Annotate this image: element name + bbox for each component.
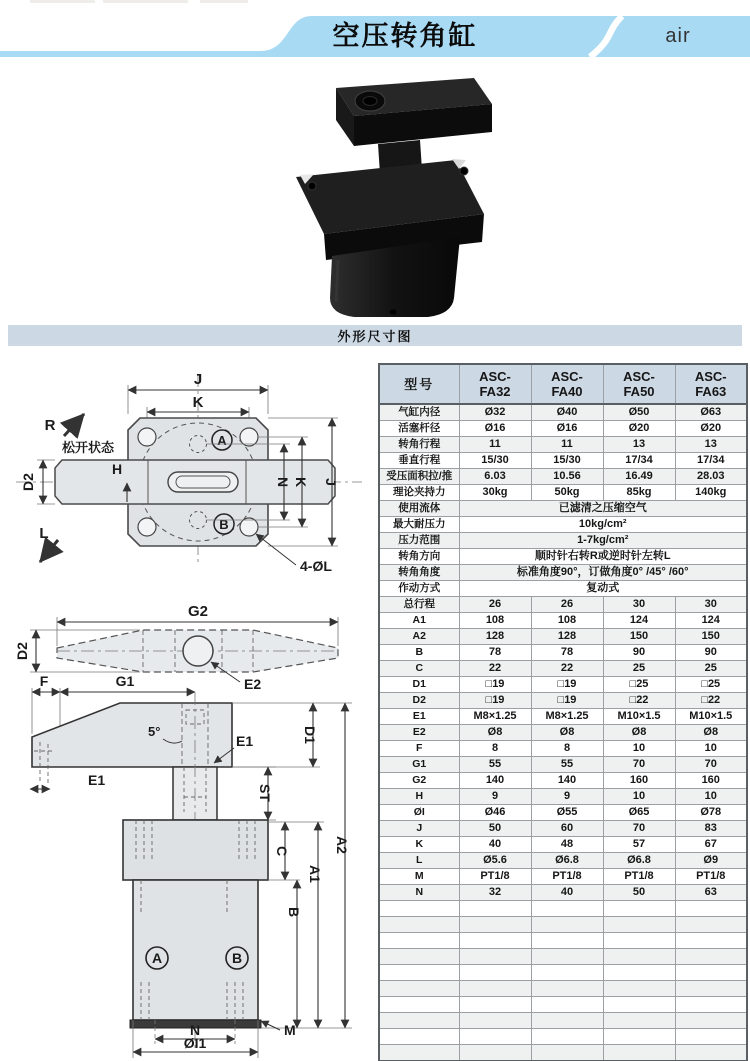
row-label: E2 [379,725,459,741]
spec-table-body [379,404,747,1061]
row-value: 40 [459,837,531,853]
row-value: Ø55 [531,805,603,821]
clamp-arm-block [336,78,492,146]
table-row [379,565,747,581]
product-photo [278,74,503,320]
row-value: Ø6.8 [531,853,603,869]
spec-table-wrap [378,363,746,1061]
row-value: Ø8 [531,725,603,741]
empty-row [379,901,747,917]
table-row [379,485,747,501]
row-label: 垂直行程 [379,453,459,469]
spec-table [378,363,748,1061]
dim-label: G2 [187,603,209,620]
dim-label: D1 [302,726,318,744]
row-value: □22 [603,693,675,709]
row-value: 13 [603,437,675,453]
empty-row [379,981,747,997]
row-span-value: 标准角度90°，订做角度0° /45° /60° [459,565,747,581]
row-label: 最大耐压力 [379,517,459,533]
row-value: 25 [675,661,747,677]
row-label: E1 [379,709,459,725]
row-value: Ø8 [459,725,531,741]
table-row [379,453,747,469]
row-label: 理论夹持力 [379,485,459,501]
air-tag: air [665,25,691,47]
table-row [379,821,747,837]
table-row [379,549,747,565]
empty-row [379,917,747,933]
table-row [379,404,747,421]
row-value: Ø16 [459,421,531,437]
row-value: 50 [603,885,675,901]
row-label: 转角方向 [379,549,459,565]
row-value: 10 [603,789,675,805]
row-value: 11 [459,437,531,453]
row-value: 70 [675,757,747,773]
empty-row [379,965,747,981]
row-value: 67 [675,837,747,853]
row-label: D1 [379,677,459,693]
row-value: 22 [459,661,531,677]
table-row [379,517,747,533]
row-value: 128 [531,629,603,645]
row-label: A2 [379,629,459,645]
table-row [379,421,747,437]
row-value: 70 [603,757,675,773]
table-row [379,677,747,693]
row-value: 10 [603,741,675,757]
drawing-arm-view [14,603,352,820]
row-label: B [379,645,459,661]
row-span-value: 1-7kg/cm² [459,533,747,549]
row-value: 26 [459,597,531,613]
row-value: Ø8 [675,725,747,741]
angle-note: 5° [148,724,161,739]
spec-table-header-row [379,364,747,404]
row-label: N [379,885,459,901]
row-value: 10.56 [531,469,603,485]
row-value: 30 [603,597,675,613]
row-value: 90 [675,645,747,661]
row-value: 32 [459,885,531,901]
table-row [379,533,747,549]
table-row [379,741,747,757]
row-value: 50kg [531,485,603,501]
dim-label: J [323,478,339,486]
row-value: 25 [603,661,675,677]
row-value: 15/30 [531,453,603,469]
table-row [379,725,747,741]
row-label: K [379,837,459,853]
row-value: 160 [603,773,675,789]
row-value: Ø40 [531,404,603,421]
row-value: 55 [459,757,531,773]
row-label: A1 [379,613,459,629]
row-value: 9 [459,789,531,805]
row-value: PT1/8 [459,869,531,885]
row-label: 使用流体 [379,501,459,517]
row-value: □22 [675,693,747,709]
row-value: Ø50 [603,404,675,421]
drawing-top-view [16,371,362,574]
row-value: 6.03 [459,469,531,485]
row-value: 108 [459,613,531,629]
row-value: 17/34 [675,453,747,469]
dim-label: K [293,476,309,488]
row-value: 16.49 [603,469,675,485]
row-label: C [379,661,459,677]
table-row [379,581,747,597]
row-label: H [379,789,459,805]
model-header: ASC- FA63 [675,364,747,404]
table-row [379,469,747,485]
state-label: 松开状态 [62,440,115,455]
dim-label: N [189,1022,201,1038]
dim-label: K [192,394,204,411]
row-value: 48 [531,837,603,853]
dim-label: D2 [14,642,30,660]
row-value: 85kg [603,485,675,501]
table-row [379,773,747,789]
row-value: □25 [675,677,747,693]
row-value: PT1/8 [531,869,603,885]
table-row [379,645,747,661]
dim-label: J [193,371,203,388]
dim-label: N [275,476,291,488]
table-row [379,437,747,453]
row-value: Ø65 [603,805,675,821]
row-value: Ø6.8 [603,853,675,869]
table-row [379,789,747,805]
row-label: 活塞杆径 [379,421,459,437]
table-row [379,805,747,821]
row-value: 108 [531,613,603,629]
row-value: □25 [603,677,675,693]
row-value: □19 [459,677,531,693]
row-value: Ø46 [459,805,531,821]
row-label: M [379,869,459,885]
row-value: 140 [531,773,603,789]
dim-label: E1 [88,772,106,788]
dim-label: ST [257,784,273,802]
row-value: 28.03 [675,469,747,485]
port-a-label: A [151,950,163,966]
model-header-cell: 型号 [379,364,459,404]
row-value: Ø8 [603,725,675,741]
row-value: 70 [603,821,675,837]
row-value: 90 [603,645,675,661]
dim-label: E2 [244,676,262,692]
row-value: M8×1.25 [459,709,531,725]
dim-label: A1 [307,865,323,883]
holes-note: 4-ØL [300,558,332,574]
port-b-label: B [219,517,229,532]
row-value: 128 [459,629,531,645]
row-value: M8×1.25 [531,709,603,725]
table-row [379,853,747,869]
row-label: 转角行程 [379,437,459,453]
row-span-value: 已滤清之压缩空气 [459,501,747,517]
dim-label: M [284,1022,296,1038]
row-span-value: 顺时针右转R或逆时针左转L [459,549,747,565]
row-span-value: 10kg/cm² [459,517,747,533]
row-value: Ø78 [675,805,747,821]
row-label: 转角角度 [379,565,459,581]
row-value: 150 [603,629,675,645]
empty-row [379,997,747,1013]
dim-label: H [112,461,123,477]
model-header: ASC- FA50 [603,364,675,404]
dimension-drawings [0,352,378,1061]
row-value: 8 [459,741,531,757]
row-value: Ø63 [675,404,747,421]
empty-row [379,933,747,949]
model-header: ASC- FA32 [459,364,531,404]
table-row [379,757,747,773]
row-label: D2 [379,693,459,709]
rotate-left-label: L [39,525,49,542]
page-title: 空压转角缸 [332,21,478,51]
row-value: M10×1.5 [603,709,675,725]
table-row [379,869,747,885]
row-label: G2 [379,773,459,789]
row-label: 作动方式 [379,581,459,597]
row-value: Ø32 [459,404,531,421]
section-bar: 外形尺寸图 [8,325,742,346]
row-value: 50 [459,821,531,837]
empty-row [379,1013,747,1029]
table-row [379,885,747,901]
row-label: 压力范围 [379,533,459,549]
row-span-value: 复动式 [459,581,747,597]
row-value: 30kg [459,485,531,501]
dim-label: ØI1 [183,1035,207,1051]
empty-row [379,1045,747,1061]
dim-label: A2 [334,836,350,854]
table-row [379,613,747,629]
dim-label: F [39,673,49,689]
table-row [379,709,747,725]
row-label: L [379,853,459,869]
row-value: 140kg [675,485,747,501]
row-value: □19 [459,693,531,709]
row-value: 150 [675,629,747,645]
dim-label: E1 [236,733,254,749]
row-value: 15/30 [459,453,531,469]
table-row [379,693,747,709]
row-label: 气缸内径 [379,404,459,421]
row-value: 57 [603,837,675,853]
dim-label: B [286,906,302,918]
row-value: 22 [531,661,603,677]
row-value: 124 [675,613,747,629]
row-value: Ø5.6 [459,853,531,869]
table-row [379,661,747,677]
row-label: G1 [379,757,459,773]
table-row [379,837,747,853]
row-value: 78 [459,645,531,661]
table-row [379,629,747,645]
row-value: □19 [531,693,603,709]
dim-label: G1 [115,673,135,689]
row-value: 9 [531,789,603,805]
row-value: 10 [675,741,747,757]
row-value: Ø9 [675,853,747,869]
row-value: 60 [531,821,603,837]
row-value: 13 [675,437,747,453]
row-value: 40 [531,885,603,901]
row-label: J [379,821,459,837]
row-label: 受压面积拉/推 [379,469,459,485]
row-label: 总行程 [379,597,459,613]
row-value: 83 [675,821,747,837]
row-value: 78 [531,645,603,661]
row-value: 63 [675,885,747,901]
row-value: M10×1.5 [675,709,747,725]
port-a-label: A [217,433,227,448]
rotate-right-label: R [44,417,56,434]
row-value: 124 [603,613,675,629]
empty-row [379,1029,747,1045]
row-value: 140 [459,773,531,789]
row-value: 30 [675,597,747,613]
model-header: ASC- FA40 [531,364,603,404]
row-value: 26 [531,597,603,613]
row-value: □19 [531,677,603,693]
row-value: Ø16 [531,421,603,437]
table-row [379,597,747,613]
table-row [379,501,747,517]
row-label: F [379,741,459,757]
row-value: Ø20 [603,421,675,437]
dim-label: D2 [20,473,36,491]
dim-label: C [274,845,290,857]
empty-row [379,949,747,965]
row-value: 11 [531,437,603,453]
row-value: 55 [531,757,603,773]
row-value: 160 [675,773,747,789]
row-value: 10 [675,789,747,805]
port-b-label: B [231,950,243,966]
row-value: PT1/8 [675,869,747,885]
row-label: ØI [379,805,459,821]
row-value: Ø20 [675,421,747,437]
row-value: 17/34 [603,453,675,469]
row-value: 8 [531,741,603,757]
row-value: PT1/8 [603,869,675,885]
